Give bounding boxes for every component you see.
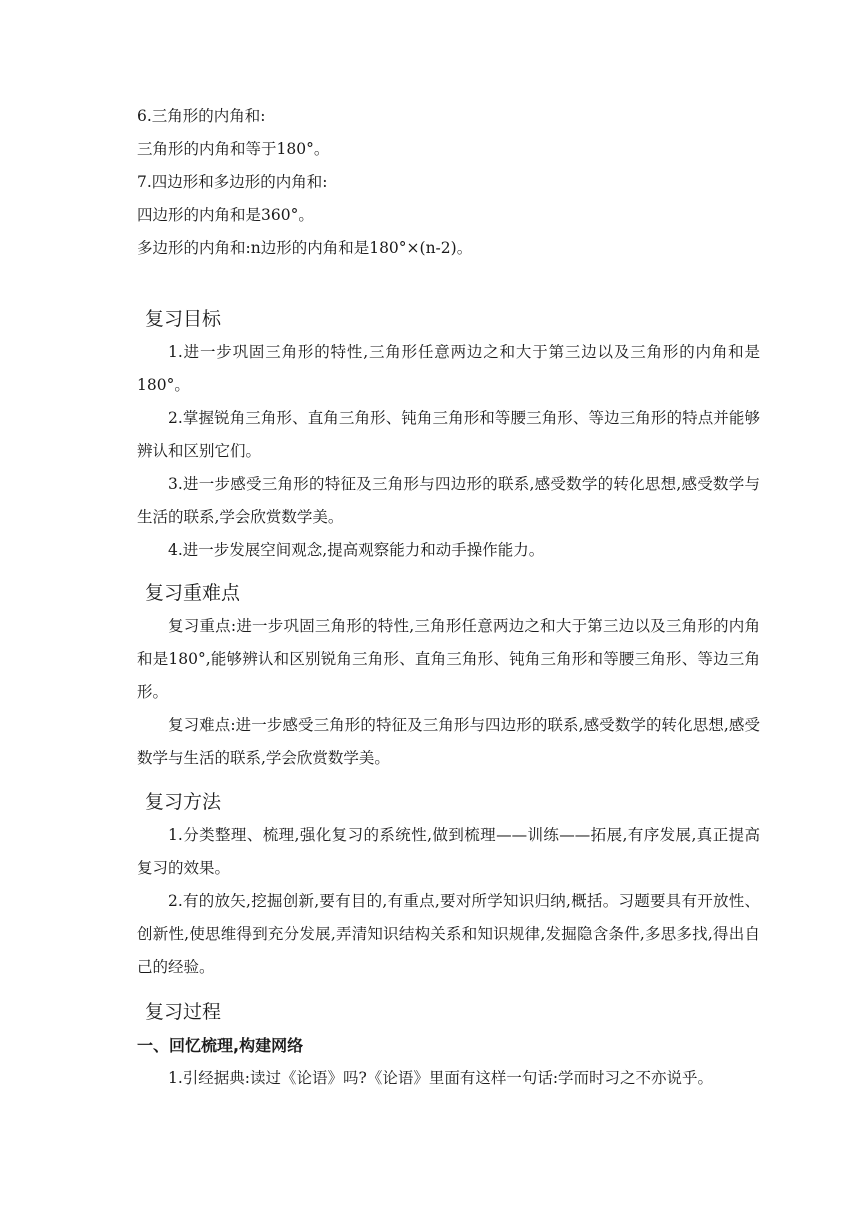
process-item-1: 1.引经据典:读过《论语》吗?《论语》里面有这样一句话:学而时习之不亦说乎。 [168, 1069, 714, 1087]
method-item-2: 2.有的放矢,挖掘创新,要有目的,有重点,要对所学知识归纳,概括。习题要具有开放性、创新性,使思维得到充分发展,弄清知识结构关系和知识规律,发掘隐含条件,多思多找,得出自己的经验。 [137, 892, 760, 976]
intro-line-1: 6.三角形的内角和: [137, 107, 266, 125]
goal-item-3: 3.进一步感受三角形的特征及三角形与四边形的联系,感受数学的转化思想,感受数学与生活的联系,学会欣赏数学美。 [137, 475, 760, 526]
method-item-1: 1.分类整理、梳理,强化复习的系统性,做到梳理——训练——拓展,有序发展,真正提高复习的效果。 [137, 826, 760, 877]
goals-section [137, 302, 760, 567]
intro-line-3: 7.四边形和多边形的内角和: [137, 173, 328, 191]
intro-line-4: 四边形的内角和是360°。 [137, 206, 314, 224]
process-heading: 复习过程 [145, 1001, 222, 1023]
methods-section [137, 785, 760, 984]
process-subheading: 一、回忆梳理,构建网络 [137, 1036, 304, 1055]
intro-line-5: 多边形的内角和:n边形的内角和是180°×(n-2)。 [137, 239, 473, 257]
goal-item-1: 1.进一步巩固三角形的特性,三角形任意两边之和大于第三边以及三角形的内角和是180°。 [137, 343, 760, 394]
intro-line-2: 三角形的内角和等于180°。 [137, 140, 330, 158]
goals-heading: 复习目标 [145, 308, 222, 330]
keypoint-item-1: 复习重点:进一步巩固三角形的特性,三角形任意两边之和大于第三边以及三角形的内角和是180°,能够辨认和区别锐角三角形、直角三角形、钝角三角形和等腰三角形、等边三角形。 [137, 617, 760, 701]
goal-item-2: 2.掌握锐角三角形、直角三角形、钝角三角形和等腰三角形、等边三角形的特点并能够辨认和区别它们。 [137, 409, 760, 460]
intro-section [137, 100, 760, 265]
keypoints-heading: 复习重难点 [145, 582, 241, 604]
goal-item-4: 4.进一步发展空间观念,提高观察能力和动手操作能力。 [168, 541, 545, 559]
methods-heading: 复习方法 [145, 791, 222, 813]
keypoint-item-2: 复习难点:进一步感受三角形的特征及三角形与四边形的联系,感受数学的转化思想,感受数学与生活的联系,学会欣赏数学美。 [137, 716, 760, 767]
keypoints-section [137, 576, 760, 775]
process-section [137, 995, 760, 1095]
